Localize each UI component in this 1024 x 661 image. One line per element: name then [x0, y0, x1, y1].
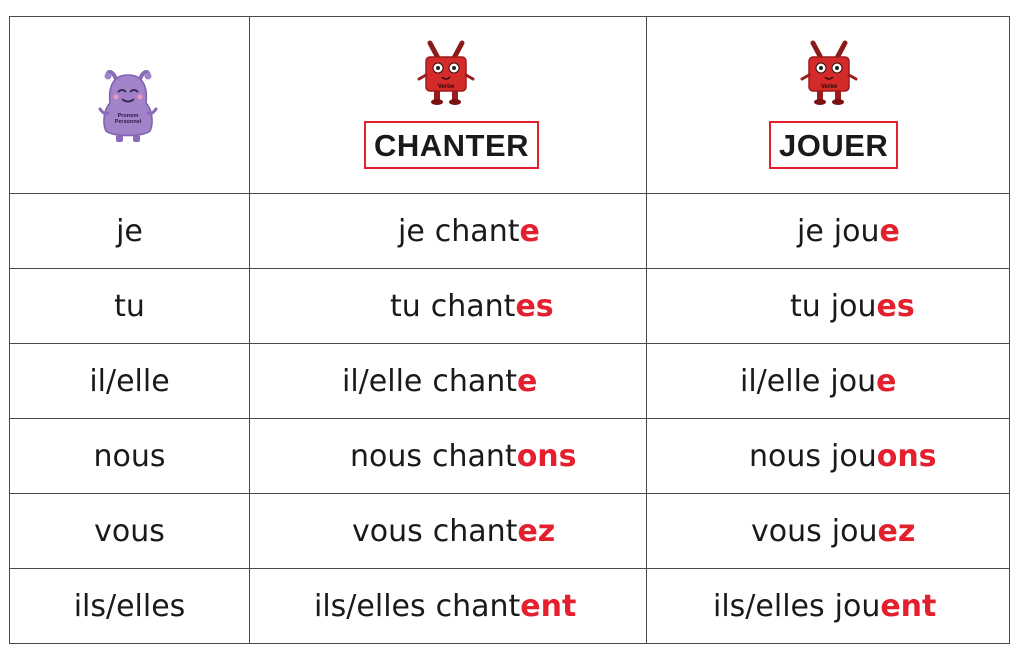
- form-pronoun: je: [398, 213, 425, 249]
- chanter-form-cell: [250, 494, 647, 569]
- form-ending: ons: [516, 438, 577, 474]
- form-ending: e: [879, 213, 900, 249]
- jouer-form-cell: [647, 194, 1010, 269]
- chanter-form-cell: [250, 269, 647, 344]
- svg-text:Verbe: Verbe: [820, 84, 838, 90]
- pronoun-cell: vous: [10, 494, 250, 569]
- pronoun-cell: ils/elles: [10, 569, 250, 644]
- jouer-form-cell: [647, 344, 1010, 419]
- form-stem: chant: [435, 588, 521, 624]
- chanter-form-cell: [250, 344, 647, 419]
- form-stem: chant: [432, 438, 517, 474]
- form-stem: jou: [833, 213, 880, 249]
- verb-title-jouer: JOUER: [769, 121, 898, 169]
- form-ending: ez: [877, 513, 916, 549]
- form-ending: e: [519, 213, 540, 249]
- table-row: [10, 569, 1010, 644]
- form-ending: es: [876, 288, 915, 324]
- conjugation-table: [9, 16, 1010, 644]
- table-row: [10, 194, 1010, 269]
- svg-text:Pronom: Pronom: [117, 113, 139, 119]
- form-pronoun: vous: [352, 513, 423, 549]
- table-row: [10, 494, 1010, 569]
- header-row: [10, 17, 1010, 194]
- form-ending: e: [517, 363, 538, 399]
- svg-text:Verbe: Verbe: [437, 84, 455, 90]
- form-pronoun: il/elle: [342, 363, 423, 399]
- form-stem: chant: [434, 213, 520, 249]
- form-stem: chant: [430, 288, 516, 324]
- chanter-form-cell: [250, 419, 647, 494]
- form-pronoun: ils/elles: [314, 588, 426, 624]
- form-stem: jou: [831, 438, 877, 474]
- red-v-monster-icon: [799, 39, 859, 109]
- form-ending: e: [876, 363, 897, 399]
- svg-text:Personnel: Personnel: [114, 119, 142, 125]
- form-stem: jou: [834, 588, 881, 624]
- form-pronoun: nous: [350, 438, 423, 474]
- jouer-form-cell: [647, 569, 1010, 644]
- jouer-form-cell: [647, 269, 1010, 344]
- pronoun-cell: nous: [10, 419, 250, 494]
- form-stem: jou: [831, 513, 878, 549]
- form-stem: chant: [432, 363, 518, 399]
- form-stem: chant: [432, 513, 518, 549]
- jouer-header-cell: [647, 17, 1010, 194]
- form-pronoun: tu: [790, 288, 821, 324]
- form-ending: ez: [517, 513, 556, 549]
- form-pronoun: tu: [390, 288, 421, 324]
- table-row: [10, 269, 1010, 344]
- jouer-form-cell: [647, 494, 1010, 569]
- table-row: [10, 419, 1010, 494]
- pronoun-cell: tu: [10, 269, 250, 344]
- pronoun-header-cell: [10, 17, 250, 194]
- jouer-form-cell: [647, 419, 1010, 494]
- chanter-form-cell: [250, 569, 647, 644]
- form-ending: ent: [880, 588, 937, 624]
- purple-monster-icon: [98, 65, 158, 145]
- form-pronoun: vous: [751, 513, 822, 549]
- chanter-form-cell: [250, 194, 647, 269]
- form-pronoun: ils/elles: [713, 588, 825, 624]
- chanter-header-cell: [250, 17, 647, 194]
- red-v-monster-icon: [416, 39, 476, 109]
- form-pronoun: il/elle: [740, 363, 821, 399]
- table-row: [10, 344, 1010, 419]
- verb-title-chanter: CHANTER: [364, 121, 539, 169]
- form-stem: jou: [830, 288, 877, 324]
- form-pronoun: je: [797, 213, 824, 249]
- pronoun-cell: il/elle: [10, 344, 250, 419]
- pronoun-cell: je: [10, 194, 250, 269]
- form-ending: es: [515, 288, 554, 324]
- form-ending: ent: [520, 588, 577, 624]
- form-ending: ons: [876, 438, 937, 474]
- form-stem: jou: [830, 363, 877, 399]
- form-pronoun: nous: [749, 438, 822, 474]
